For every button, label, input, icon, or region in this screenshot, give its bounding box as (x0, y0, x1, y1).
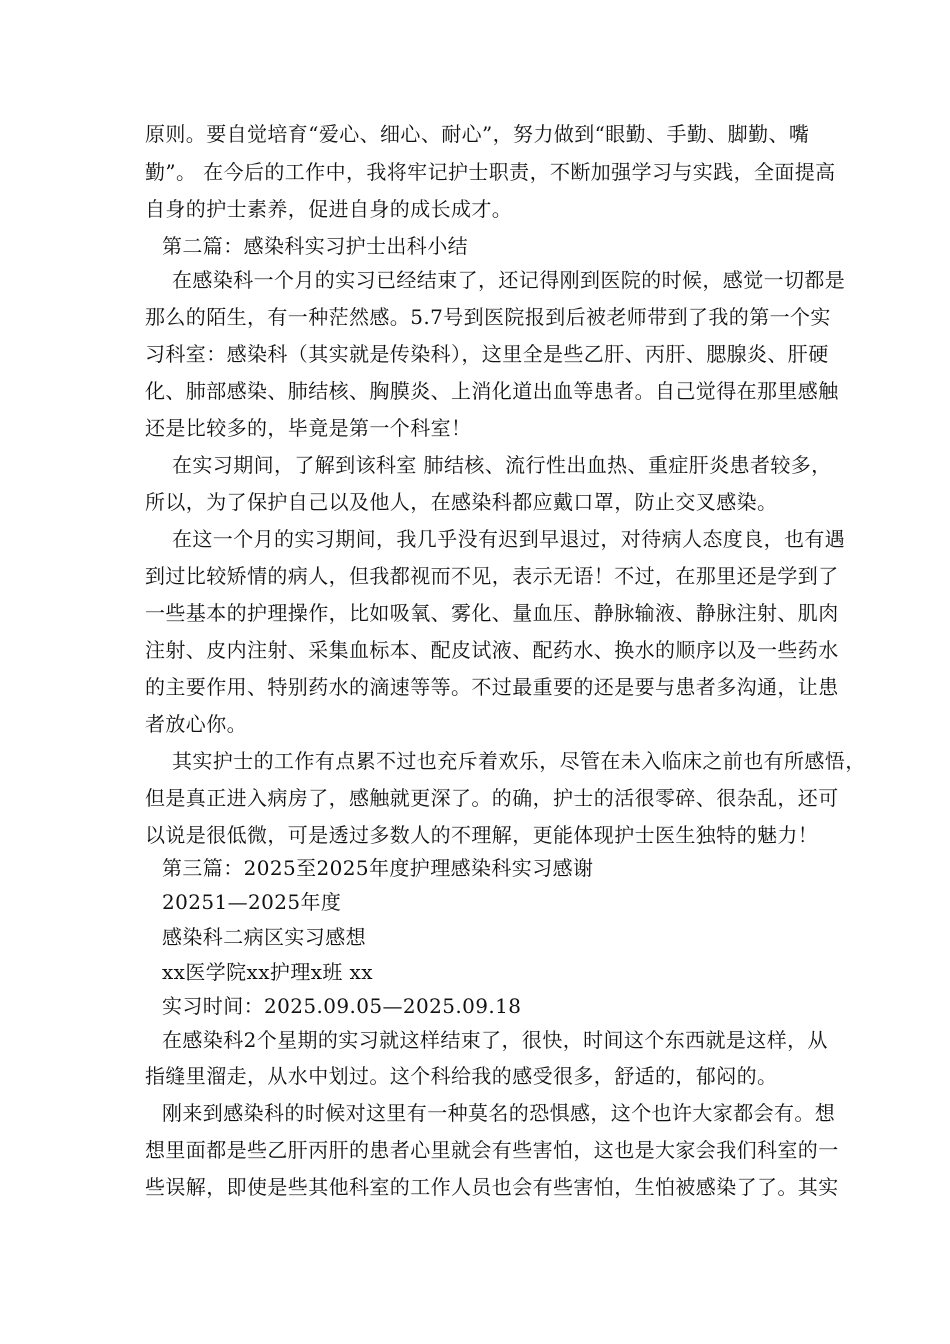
text-line: 其实护士的工作有点累不过也充斥着欢乐，尽管在未入临床之前也有所感悟， (172, 749, 866, 773)
text-line: 原则。要自觉培育“爱心、细心、耐心”，努力做到“眼勤、手勤、脚勤、嘴 (145, 122, 810, 146)
text-line: 一些基本的护理操作，比如吸氧、雾化、量血压、静脉输液、静脉注射、肌肉 (145, 601, 839, 625)
text-line: 还是比较多的，毕竟是第一个科室！ (145, 416, 472, 440)
text-line: 20251—2025年度 (162, 890, 342, 914)
text-line: 指缝里溜走，从水中划过。这个科给我的感受很多，舒适的，郁闷的。 (145, 1064, 778, 1088)
text-line: 实习时间：2025.09.05—2025.09.18 (162, 994, 522, 1018)
text-line: 习科室：感染科（其实就是传染科），这里全是些乙肝、丙肝、腮腺炎、肝硬 (145, 342, 829, 366)
text-line: 自身的护士素养，促进自身的成长成才。 (145, 197, 513, 221)
text-line: 在实习期间，了解到该科室 肺结核、流行性出血热、重症肝炎患者较多， (172, 453, 832, 477)
section-heading: 第二篇：感染科实习护士出科小结 (162, 234, 468, 258)
text-line: 勤”。 在今后的工作中，我将牢记护士职责，不断加强学习与实践，全面提高 (145, 160, 836, 184)
section-heading: 第三篇：2025至2025年度护理感染科实习感谢 (162, 856, 594, 880)
text-line: 者放心你。 (145, 712, 247, 736)
text-line: 感染科二病区实习感想 (162, 925, 366, 949)
text-line: 所以，为了保护自己以及他人，在感染科都应戴口罩，防止交叉感染。 (145, 490, 778, 514)
text-line: 化、肺部感染、肺结核、胸膜炎、上消化道出血等患者。自己觉得在那里感触 (145, 379, 839, 403)
text-line: 以说是很低微，可是透过多数人的不理解，更能体现护士医生独特的魅力！ (145, 823, 819, 847)
text-line: 刚来到感染科的时候对这里有一种莫名的恐惧感，这个也许大家都会有。想 (162, 1101, 836, 1125)
text-line: 注射、皮内注射、采集血标本、配皮试液、配药水、换水的顺序以及一些药水 (145, 638, 839, 662)
text-line: 到过比较矫情的病人，但我都视而不见，表示无语！不过，在那里还是学到了 (145, 564, 839, 588)
text-line: 在感染科2个星期的实习就这样结束了，很快，时间这个东西就是这样，从 (162, 1028, 828, 1052)
text-line: 想里面都是些乙肝丙肝的患者心里就会有些害怕，这也是大家会我们科室的一 (145, 1138, 839, 1162)
text-line: 的主要作用、特别药水的滴速等等。不过最重要的还是要与患者多沟通，让患 (145, 675, 839, 699)
text-line: 但是真正进入病房了，感触就更深了。的确，护士的活很零碎、很杂乱，还可 (145, 786, 839, 810)
text-line: 些误解，即使是些其他科室的工作人员也会有些害怕，生怕被感染了了。其实 (145, 1175, 839, 1199)
text-line: 那么的陌生，有一种茫然感。5.7号到医院报到后被老师带到了我的第一个实 (145, 305, 831, 329)
text-line: 在感染科一个月的实习已经结束了，还记得刚到医院的时候，感觉一切都是 (172, 268, 846, 292)
text-line: 在这一个月的实习期间，我几乎没有迟到早退过，对待病人态度良，也有遇 (172, 527, 846, 551)
text-line: xx医学院xx护理x班 xx (162, 960, 373, 984)
